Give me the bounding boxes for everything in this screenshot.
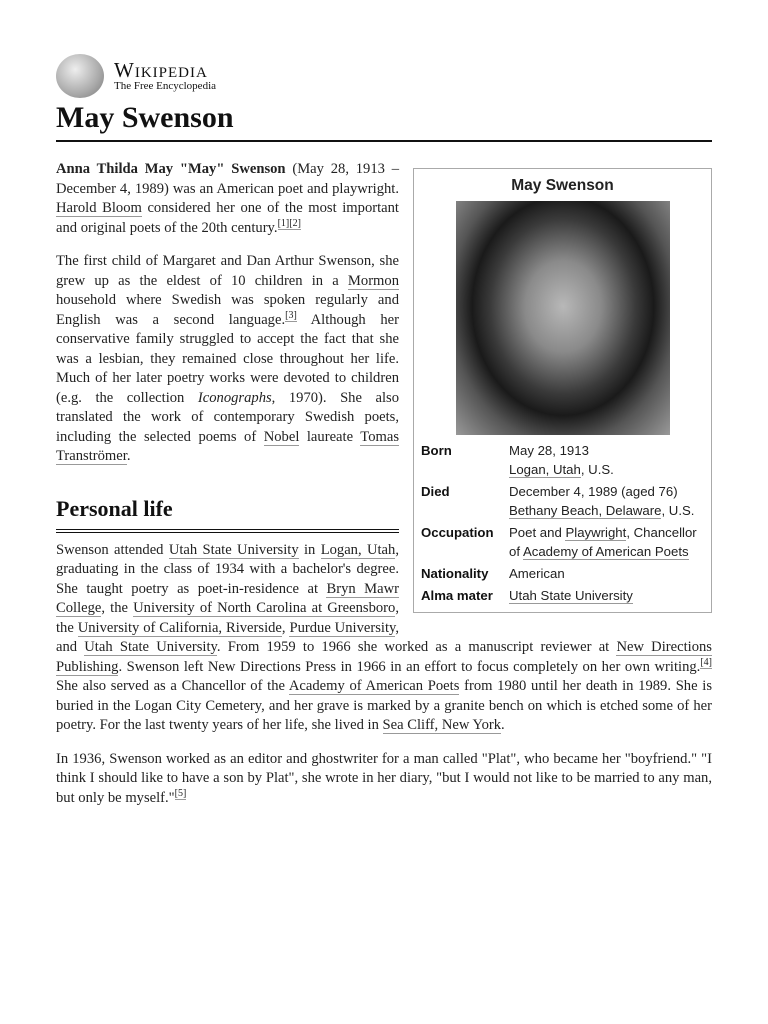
infobox-value bbox=[509, 586, 711, 605]
text: Swenson attended bbox=[56, 541, 169, 558]
infobox bbox=[413, 168, 712, 613]
text: , the bbox=[56, 600, 399, 636]
text: in bbox=[298, 541, 321, 558]
text: , and bbox=[56, 619, 400, 655]
text: . bbox=[126, 448, 131, 464]
wiki-link[interactable]: Academy of American Poets bbox=[288, 678, 460, 694]
citation-link[interactable]: [3] bbox=[285, 309, 297, 321]
infobox-row bbox=[414, 480, 711, 521]
citation-link[interactable]: [5] bbox=[174, 787, 187, 799]
wiki-link[interactable]: Logan, Utah bbox=[320, 541, 396, 558]
wiki-link[interactable]: Mormon bbox=[347, 272, 399, 289]
section-heading-personal-life: Personal life bbox=[56, 495, 399, 533]
text: . bbox=[501, 717, 505, 733]
text: , U.S. bbox=[661, 503, 695, 518]
logo-tagline: The Free Encyclopedia bbox=[114, 80, 217, 92]
wikipedia-globe-icon bbox=[56, 54, 104, 98]
infobox-row bbox=[414, 584, 711, 606]
text: In 1936, Swenson worked as an editor and ghostwriter for a man called "Plat", who became her "boyfriend." "I think I should like to have a son by Plat", she wrote in her diary, "but I would not like to be married to any man, but only be myself." bbox=[56, 750, 712, 806]
infobox-title: May Swenson bbox=[511, 177, 614, 194]
article bbox=[56, 54, 712, 822]
infobox-value bbox=[509, 564, 711, 583]
paragraph bbox=[56, 750, 712, 809]
logo-wordmark: Wikipedia bbox=[114, 58, 208, 82]
wiki-link[interactable]: Utah State University bbox=[509, 588, 633, 603]
text: , U.S. bbox=[580, 462, 614, 477]
text: , Chancellor of bbox=[509, 525, 697, 559]
text: May 28, 1913 bbox=[509, 443, 589, 458]
wiki-link[interactable]: Academy of American Poets bbox=[522, 544, 689, 559]
wiki-link[interactable]: University of California, Riverside bbox=[77, 619, 282, 636]
infobox-label: Occupation bbox=[421, 525, 494, 540]
text: from 1980 until her death in 1989. She is buried in the Logan City Cemetery, and her grave is marked by a granite bench on which is etched some of her poetry. For the last twenty years of her life, she lived in bbox=[56, 678, 713, 733]
infobox-value bbox=[509, 441, 711, 479]
wiki-link[interactable]: Playwright bbox=[565, 525, 627, 540]
wiki-link[interactable]: Nobel bbox=[263, 428, 300, 445]
text: Anna Thilda May "May" Swenson bbox=[56, 161, 286, 177]
text: considered her one of the most important and original poets of the 20th century. bbox=[56, 200, 399, 236]
text: Although her conservative family struggled to accept the fact that she was a lesbian, they remained close throughout her life. Much of her later poetry works were devoted to children (e.g. the collection bbox=[56, 311, 399, 406]
text: December 4, 1989 (aged 76) bbox=[509, 484, 678, 499]
text: . Swenson left New Directions Press in 1966 in an effort to focus completely on her own writing. bbox=[118, 658, 701, 675]
citation[interactable] bbox=[278, 218, 290, 230]
text: Iconographs bbox=[197, 389, 272, 406]
infobox-label: Died bbox=[421, 484, 450, 499]
infobox-value bbox=[509, 523, 711, 561]
infobox-label: Nationality bbox=[421, 566, 489, 581]
page-title: May Swenson bbox=[56, 100, 712, 142]
text: , graduating in the class of 1934 with a bachelor's degree. She taught poetry as poet-in-residence at bbox=[56, 541, 399, 597]
text: (May 28, 1913 – December 4, 1989) was an American poet and playwright. bbox=[56, 161, 399, 197]
text: , the bbox=[101, 600, 134, 616]
citation[interactable] bbox=[289, 218, 301, 230]
wiki-link[interactable]: Logan, Utah bbox=[509, 462, 581, 477]
infobox-row bbox=[414, 521, 711, 562]
infobox-row bbox=[414, 562, 711, 584]
wiki-link[interactable]: Sea Cliff, New York bbox=[382, 717, 502, 733]
infobox-label: Born bbox=[421, 443, 452, 458]
wikipedia-logo[interactable] bbox=[56, 54, 712, 98]
wiki-link[interactable]: Utah State University bbox=[168, 541, 299, 558]
infobox-value bbox=[509, 482, 711, 520]
citation-link[interactable]: [2] bbox=[289, 217, 301, 229]
text: , bbox=[281, 619, 290, 636]
wiki-link[interactable]: Harold Bloom bbox=[56, 200, 142, 216]
text: household where Swedish was spoken regularly and English was a second language. bbox=[56, 292, 399, 328]
wiki-link[interactable]: University of North Carolina at Greensboro bbox=[133, 600, 396, 616]
text: She also served as a Chancellor of the bbox=[56, 678, 289, 694]
infobox-row bbox=[414, 439, 711, 480]
portrait-photo[interactable] bbox=[456, 201, 670, 435]
wiki-link[interactable]: Utah State University bbox=[84, 639, 217, 655]
citation[interactable] bbox=[285, 310, 297, 322]
citation[interactable] bbox=[700, 657, 712, 669]
infobox-label: Alma mater bbox=[421, 588, 493, 603]
text: Poet and bbox=[509, 525, 566, 540]
wiki-link[interactable]: Bryn Mawr College bbox=[56, 580, 399, 616]
citation-link[interactable]: [1] bbox=[277, 217, 290, 229]
citation-link[interactable]: [4] bbox=[700, 656, 712, 668]
citation[interactable] bbox=[175, 788, 187, 800]
wiki-link[interactable]: New Directions Publishing bbox=[56, 639, 712, 675]
wiki-link[interactable]: Purdue University bbox=[289, 619, 396, 636]
wiki-link[interactable]: Tomas Tranströmer bbox=[56, 428, 399, 464]
text: , 1970). She also translated the work of contemporary Swedish poets, including the selected poems of bbox=[56, 389, 399, 445]
wiki-link[interactable]: Bethany Beach, Delaware bbox=[509, 503, 662, 518]
text: . From 1959 to 1966 she worked as a manuscript reviewer at bbox=[216, 639, 617, 655]
text: American bbox=[509, 566, 565, 581]
text: laureate bbox=[299, 428, 361, 445]
text: The first child of Margaret and Dan Arthur Swenson, she grew up as the eldest of 10 children in a bbox=[56, 253, 399, 289]
